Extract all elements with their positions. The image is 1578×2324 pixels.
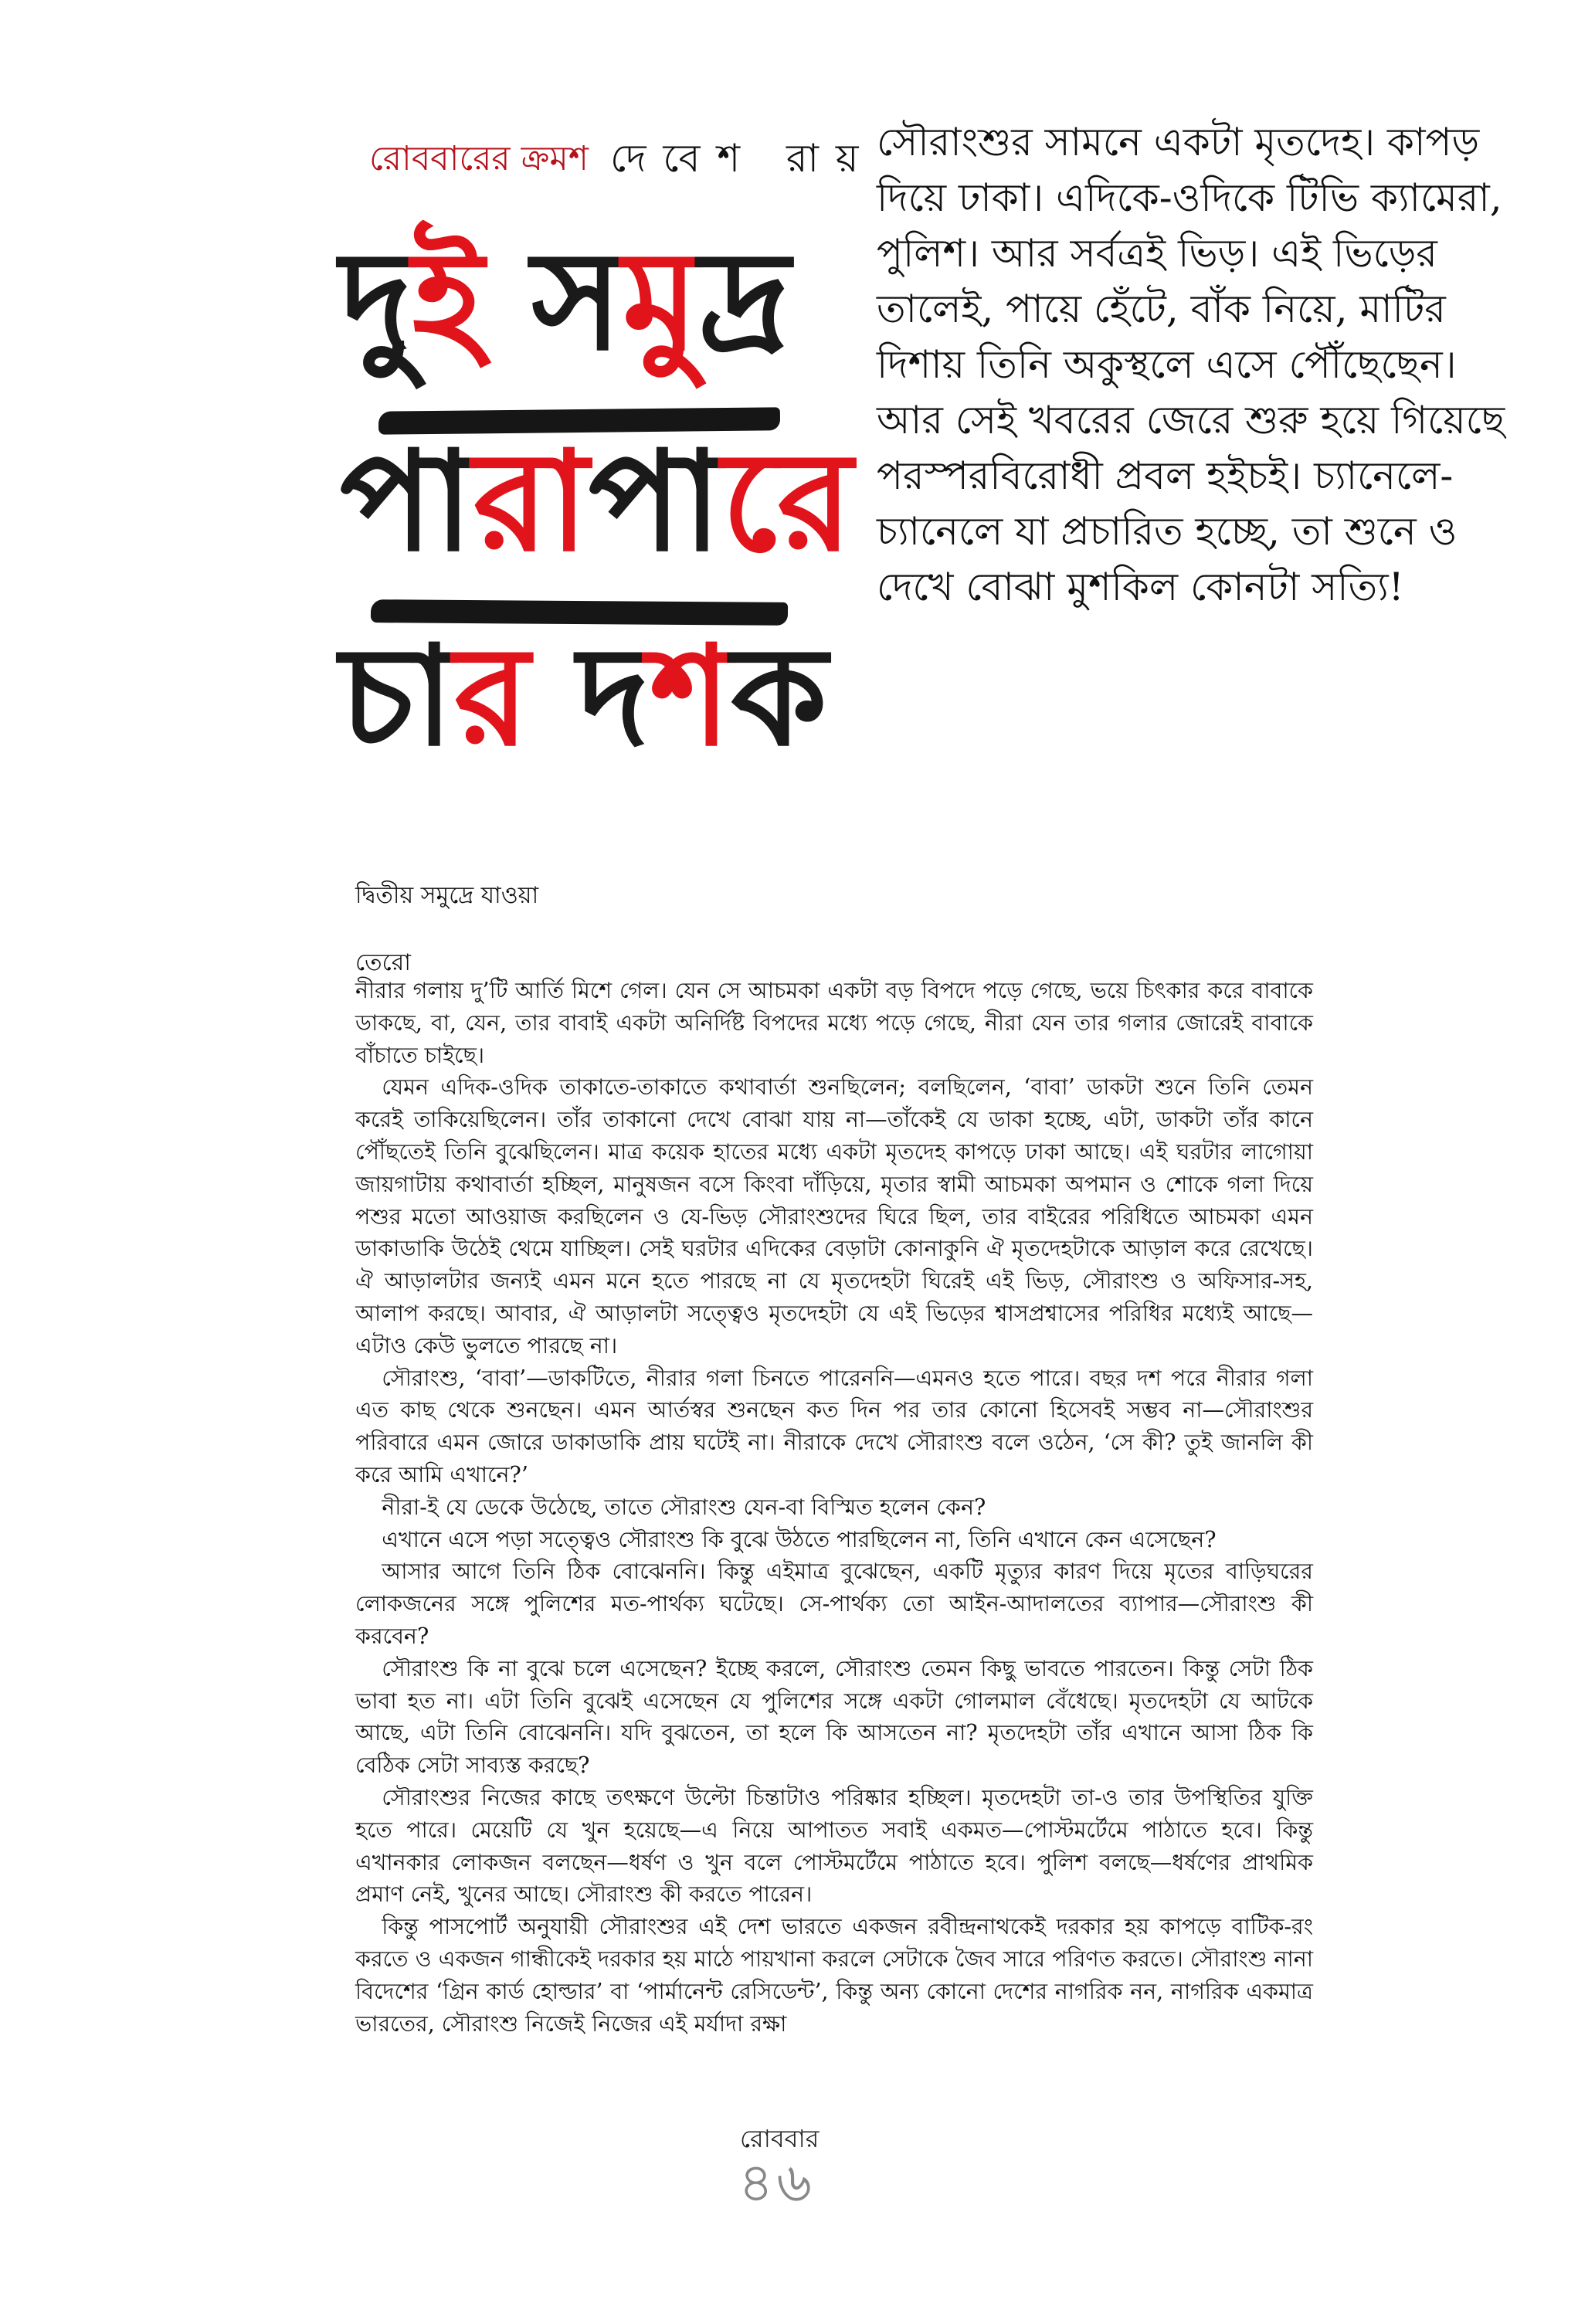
body-paragraph: সৌরাংশুর নিজের কাছে তৎক্ষণে উল্টো চিন্তাটাও পরিষ্কার হচ্ছিল। মৃতদেহটা তা-ও তার উপস্থিতির যুক্তি হতে পারে। মেয়েটি যে খুন হয়েছে—এ নিয়ে আপাতত সবাই একমত—পোস্টমর্টেমে পাঠাতে হবে। কিন্তু এখানকার লোকজন বলছেন—ধর্ষণ ও খুন বলে পোস্টমর্টেমে পাঠাতে হবে। পুলিশ বলছে—ধর্ষণের প্রাথমিক প্রমাণ নেই, খুনের আছে। সৌরাংশু কী করতে পারেন। xyxy=(355,1784,1313,1908)
intro-paragraph: সৌরাংশুর সামনে একটা মৃতদেহ। কাপড় দিয়ে ঢাকা। এদিকে-ওদিকে টিভি ক্যামেরা, পুলিশ। আর সর্বত্রই ভিড়। এই ভিড়ের তালেই, পায়ে হেঁটে, বাঁক নিয়ে, মাটির দিশায় তিনি অকুস্থলে এসে পৌঁছেছেন। আর সেই খবরের জেরে শুরু হয়ে গিয়েছে পরস্পরবিরোধী প্রবল হইচই। চ্যানেলে-চ্যানেলে যা প্রচারিত হচ্ছে, তা শুনে ও দেখে বোঝা মুশকিল কোনটা সত্যি! xyxy=(877,120,1505,609)
title-fragment: চা xyxy=(340,615,454,776)
title-fragment: দ্র xyxy=(698,219,790,381)
body-paragraph: নীরার গলায় দু’টি আর্তি মিশে গেল। যেন সে আচমকা একটা বড় বিপদে পড়ে গেছে, ভয়ে চিৎকার করে বাবাকে ডাকছে, বা, যেন, তার বাবাই একটা অনির্দিষ্ট বিপদের মধ্যে পড়ে গেছে, নীরা যেন তার গলার জোরেই বাবাকে বাঁচাতে চাইছে। xyxy=(355,978,1313,1068)
footer-publication: রোববার xyxy=(740,2124,820,2153)
page-number: ৪৬ xyxy=(738,2151,815,2214)
section-heading: দ্বিতীয় সমুদ্রে যাওয়া xyxy=(355,882,539,909)
title-fragment-red: মু xyxy=(622,219,699,381)
title-fragment-red: র xyxy=(453,615,530,776)
body-paragraph: সৌরাংশু, ‘বাবা’—ডাকটিতে, নীরার গলা চিনতে পারেননি—এমনও হতে পারে। বছর দশ পরে নীরার গলা এত কাছ থেকে শুনছেন। এমন আর্তস্বর শুনছেন কত দিন পর তার কোনো হিসেবই সম্ভব না—সৌরাংশুর পরিবারে এমন জোরে ডাকাডাকি প্রায় ঘটেই না। নীরাকে দেখে সৌরাংশু বলে ওঠেন, ‘সে কী? তুই জানলি কী করে আমি এখানে?’ xyxy=(355,1365,1313,1488)
title-fragment-red: শ xyxy=(650,615,731,776)
body-paragraph: এখানে এসে পড়া সত্ত্বেও সৌরাংশু কি বুঝে উঠতে পারছিলেন না, তিনি এখানে কেন এসেছেন? xyxy=(382,1526,1217,1552)
author-name: দেবেশ রায় xyxy=(610,136,876,181)
title-fragment: স xyxy=(484,219,623,381)
body-paragraph: যেমন এদিক-ওদিক তাকাতে-তাকাতে কথাবার্তা শুনছিলেন; বলছিলেন, ‘বাবা’ ডাকটা শুনে তিনি তেমন করেই তাকিয়েছিলেন। তাঁর তাকানো দেখে বোঝা যায় না—তাঁকেই যে ডাকা হচ্ছে, এটা, ডাকটা তাঁর কানে পৌঁছতেই তিনি বুঝেছিলেন। মাত্র কয়েক হাতের মধ্যে একটা মৃতদেহ কাপড়ে ঢাকা আছে। এই ঘরটার লাগোয়া জায়গাটায় কথাবার্তা হচ্ছিল, মানুষজন বসে কিংবা দাঁড়িয়ে, মৃতার স্বামী আচমকা অপমান ও শোকে গলা দিয়ে পশুর মতো আওয়াজ করছিলেন ও যে-ভিড় সৌরাংশুদের ঘিরে ছিল, তার বাইরের পরিধিতে আচমকা এমন ডাকাডাকি উঠেই থেমে যাচ্ছিল। সেই ঘরটার এদিকের বেড়াটা কোনাকুনি ঐ মৃতদেহটাকে আড়াল করে রেখেছে। ঐ আড়ালটার জন্যই এমন মনে হতে পারছে না যে মৃতদেহটা ঘিরেই এই ভিড়, সৌরাংশু ও অফিসার-সহ, আলাপ করছে। আবার, ঐ আড়ালটা সত্ত্বেও মৃতদেহটা যে এই ভিড়ের শ্বাসপ্রশ্বাসের পরিধির মধ্যেই আছে—এটাও কেউ ভুলতে পারছে না। xyxy=(355,1074,1313,1359)
title-fragment-red: রা xyxy=(473,420,589,582)
title-fragment-red: ই xyxy=(412,219,484,381)
title-fragment: পা xyxy=(588,420,722,582)
title-fragment-red: রে xyxy=(721,420,853,582)
title-line-1 xyxy=(340,219,790,381)
title-fragment: ক xyxy=(731,615,827,776)
title-fragment: দ xyxy=(529,615,650,776)
body-paragraph: কিন্তু পাসপোর্ট অনুযায়ী সৌরাংশুর এই দেশ ভারতে একজন রবীন্দ্রনাথকেই দরকার হয় কাপড়ে বাটিক-রং করতে ও একজন গান্ধীকেই দরকার হয় মাঠে পায়খানা করলে সেটাকে জৈব সারে পরিণত করতে। সৌরাংশু নানা বিদেশের ‘গ্রিন কার্ড হোল্ডার’ বা ‘পার্মানেন্ট রেসিডেন্ট’, কিন্তু অন্য কোনো দেশের নাগরিক নন, নাগরিক একমাত্র ভারতের, সৌরাংশু নিজেই নিজের এই মর্যাদা রক্ষা xyxy=(355,1914,1313,2037)
body-paragraph: সৌরাংশু কি না বুঝে চলে এসেছেন? ইচ্ছে করলে, সৌরাংশু তেমন কিছু ভাবতে পারতেন। কিন্তু সেটা ঠিক ভাবা হত না। এটা তিনি বুঝেই এসেছেন যে পুলিশের সঙ্গে একটা গোলমাল বেঁধেছে। মৃতদেহটা যে আটকে আছে, এটা তিনি বোঝেননি। যদি বুঝতেন, তা হলে কি আসতেন না? মৃতদেহটা তাঁর এখানে আসা ঠিক কি বেঠিক সেটা সাব্যস্ত করছে? xyxy=(355,1655,1313,1779)
title-line-3 xyxy=(340,615,827,776)
title-fragment: পা xyxy=(340,420,473,582)
chapter-number: তেরো xyxy=(355,949,411,976)
title-line-2 xyxy=(340,420,853,582)
title-fragment: দু xyxy=(340,219,412,381)
body-paragraph: আসার আগে তিনি ঠিক বোঝেননি। কিন্তু এইমাত্র বুঝেছেন, একটি মৃত্যুর কারণ দিয়ে মৃতের বাড়িঘরের লোকজনের সঙ্গে পুলিশের মত-পার্থক্য ঘটেছে। সে-পার্থক্য তো আইন-আদালতের ব্যাপার—সৌরাংশু কী করবেন? xyxy=(355,1559,1313,1649)
article-body xyxy=(355,975,1313,2040)
series-label: রোববারের ক্রমশ xyxy=(369,139,589,178)
body-paragraph: নীরা-ই যে ডেকে উঠেছে, তাতে সৌরাংশু যেন-বা বিস্মিত হলেন কেন? xyxy=(382,1494,986,1520)
